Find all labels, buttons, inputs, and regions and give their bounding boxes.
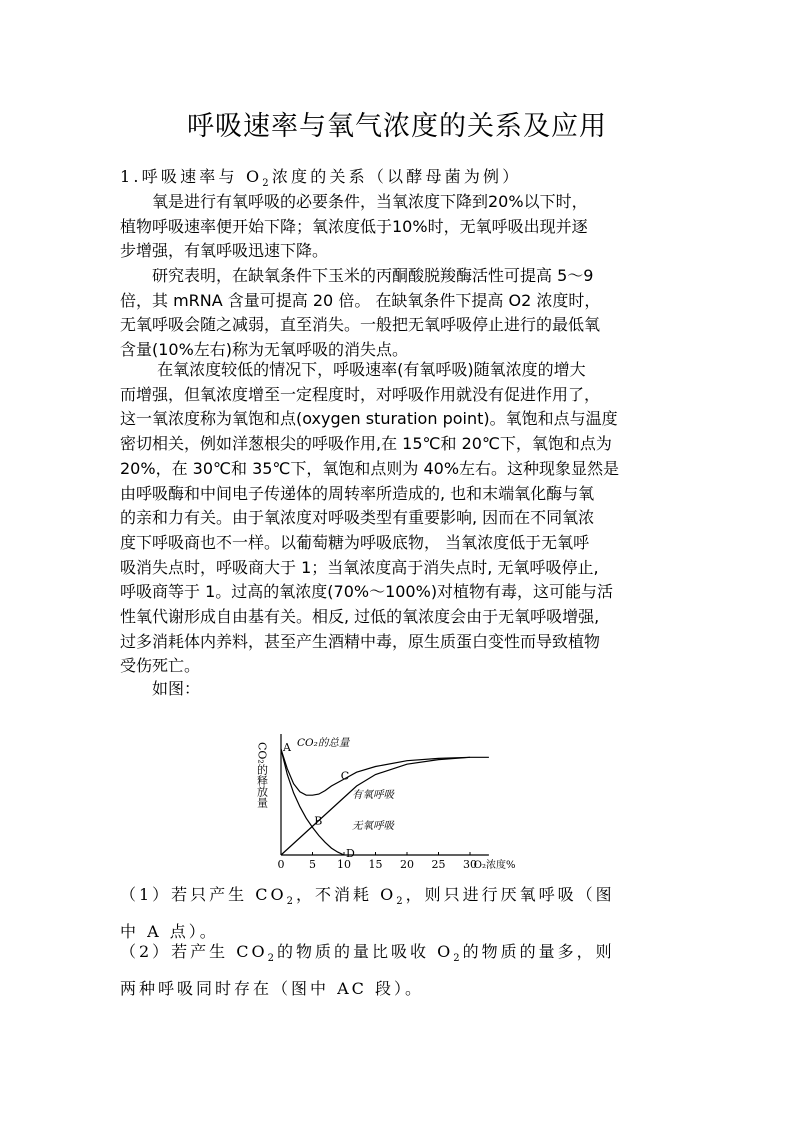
paragraph-line: 植物呼吸速率便开始下降；氧浓度低于10%时，无氧呼吸出现并逐 [120, 216, 588, 236]
x-tick-label: 30 [463, 858, 477, 871]
paragraph-line: 含量(10%左右)称为无氧呼吸的消失点。 [120, 340, 409, 360]
x-tick-label: 25 [431, 858, 446, 871]
question-2 [120, 937, 680, 1004]
question-line: 两种呼吸同时存在（图中 AC 段）。 [120, 979, 424, 999]
q1-part-c: ，则只进行厌氧呼吸（图 [405, 885, 615, 904]
point-label: C [340, 769, 350, 783]
x-tick-label: 0 [277, 858, 285, 871]
paragraph-1 [120, 190, 680, 264]
paragraph-line: 受伤死亡。 [120, 656, 201, 676]
series-label: 有氧呼吸 [352, 789, 394, 801]
paragraph-line: 倍，其 mRNA 含量可提高 20 倍。 在缺氧条件下提高 O2 浓度时， [120, 290, 601, 310]
x-tick-label: 10 [337, 858, 351, 871]
paragraph-line: 性氧代谢形成自由基有关。相反, 过低的氧浓度会由于无氧呼吸增强, [120, 607, 600, 627]
point-label: A [283, 741, 291, 755]
respiration-chart [255, 728, 555, 876]
paragraph-line: 这一氧浓度称为氧饱和点(oxygen sturation point)。氧饱和点与温度 [120, 409, 618, 429]
x-tick-label: 20 [400, 858, 414, 871]
q2-subscript-2: 2 [453, 953, 463, 965]
q2-part-c: 的物质的量多，则 [462, 942, 615, 961]
x-tick-label: 5 [309, 858, 316, 871]
page-title: 呼吸速率与氧气浓度的关系及应用 [187, 111, 607, 142]
question-line: 中 A 点）。 [120, 922, 219, 942]
y-axis-label: CO₂的释放量 [255, 742, 269, 808]
heading-part-a: 1.呼吸速率与 O [120, 167, 263, 186]
q1-subscript-1: 2 [286, 896, 297, 908]
paragraph-line: 度下呼吸商也不一样。以葡萄糖为呼吸底物， 当氧浓度低于无氧呼 [120, 532, 590, 552]
paragraph-line: 的亲和力有关。由于氧浓度对呼吸类型有重要影响, 因而在不同氧浓 [120, 508, 595, 528]
heading-subscript: 2 [262, 178, 272, 190]
paragraph-line: 由呼吸酶和中间电子传递体的周转率所造成的, 也和末端氧化酶与氧 [120, 483, 595, 503]
paragraph-line: 密切相关，例如洋葱根尖的呼吸作用,在 15℃和 20℃下，氧饱和点为 [120, 434, 612, 454]
heading-part-b: 浓度的关系（以酵母菌为例） [271, 167, 522, 186]
question-line [120, 880, 680, 917]
series-line [281, 757, 470, 855]
paragraph-line: 而增强，但氧浓度增至一定程度时，对呼吸作用就没有促进作用了， [120, 384, 601, 404]
paragraph-line: 呼吸商等于 1。过高的氧浓度(70%～100%)对植物有毒，这可能与活 [120, 582, 614, 602]
q2-part-a: （2）若产生 CO [120, 942, 268, 961]
paragraph-line: 在氧浓度较低的情况下，呼吸速率(有氧呼吸)随氧浓度的增大 [120, 360, 586, 379]
series-label: 无氧呼吸 [352, 820, 394, 832]
paragraph-line: 20%，在 30℃和 35℃下，氧饱和点则为 40%左右。这种现象显然是 [120, 458, 620, 478]
point-label: B [314, 814, 323, 828]
paragraph-line: 氧是进行有氧呼吸的必要条件，当氧浓度下降到20%以下时， [120, 192, 588, 211]
paragraph-3 [120, 358, 680, 679]
paragraph-line: 过多消耗体内养料，甚至产生酒精中毒，原生质蛋白变性而导致植物 [120, 631, 601, 651]
paragraph-line: 步增强，有氧呼吸迅速下降。 [120, 241, 329, 261]
q2-subscript-1: 2 [267, 953, 278, 965]
x-tick-label: 15 [368, 858, 383, 871]
question-line [120, 937, 680, 974]
series-label: CO₂的总量 [297, 737, 350, 749]
series-line [281, 749, 344, 855]
section-heading [120, 164, 521, 189]
q1-part-a: （1）若只产生 CO [120, 885, 287, 904]
paragraph-line: 吸消失点时，呼吸商大于 1；当氧浓度高于消失点时, 无氧呼吸停止, [120, 557, 599, 577]
q1-part-b: ，不消耗 O [296, 885, 397, 904]
paragraph-line: 无氧呼吸会随之减弱，直至消失。一般把无氧呼吸停止进行的最低氧 [120, 315, 601, 335]
point-label: D [346, 847, 355, 860]
q1-subscript-2: 2 [396, 896, 406, 908]
q2-part-b: 的物质的量比吸收 O [277, 942, 454, 961]
paragraph-line: 研究表明，在缺氧条件下玉米的丙酮酸脱羧酶活性可提高 5～9 [120, 266, 594, 285]
paragraph-2 [120, 264, 680, 363]
x-axis-label: O₂浓度% [473, 860, 516, 871]
figure-intro: 如图： [120, 679, 201, 698]
